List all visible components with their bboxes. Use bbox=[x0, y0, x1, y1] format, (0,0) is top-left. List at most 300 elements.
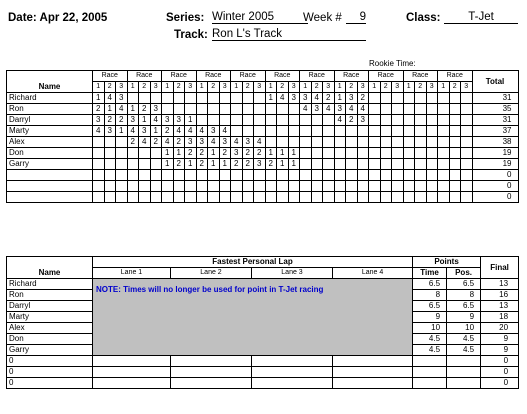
table-row bbox=[7, 104, 519, 115]
driver-name: Richard bbox=[7, 279, 93, 290]
heat-position-cell bbox=[438, 93, 450, 104]
heat-position-cell bbox=[403, 137, 415, 148]
table-row bbox=[7, 159, 519, 170]
heat-position-cell: 3 bbox=[357, 115, 369, 126]
heat-position-cell bbox=[415, 192, 427, 203]
heat-number-header: 1 bbox=[300, 82, 312, 93]
driver-name: Richard bbox=[7, 93, 93, 104]
driver-name: Garry bbox=[7, 159, 93, 170]
heat-position-cell bbox=[127, 170, 139, 181]
heat-position-cell: 2 bbox=[173, 159, 185, 170]
heat-position-cell bbox=[426, 137, 438, 148]
heat-position-cell bbox=[265, 170, 277, 181]
time-header: Time bbox=[413, 268, 447, 279]
heat-position-cell bbox=[265, 126, 277, 137]
heat-position-cell: 1 bbox=[288, 159, 300, 170]
heat-position-cell: 1 bbox=[173, 148, 185, 159]
heat-position-cell bbox=[93, 159, 105, 170]
points-header: Points bbox=[413, 257, 481, 268]
time-points-cell: 10 bbox=[413, 323, 447, 334]
heat-position-cell bbox=[311, 181, 323, 192]
heat-position-cell: 2 bbox=[219, 148, 231, 159]
heat-position-cell bbox=[334, 170, 346, 181]
heat-position-cell: 4 bbox=[277, 93, 289, 104]
lane-time-cell bbox=[171, 367, 252, 378]
points-table bbox=[6, 256, 519, 389]
heat-position-cell bbox=[150, 170, 162, 181]
heat-position-cell: 1 bbox=[208, 159, 220, 170]
heat-position-cell: 3 bbox=[311, 104, 323, 115]
heat-position-cell bbox=[323, 148, 335, 159]
heat-position-cell: 2 bbox=[242, 159, 254, 170]
driver-name: Garry bbox=[7, 345, 93, 356]
heat-position-cell bbox=[219, 181, 231, 192]
heat-position-cell bbox=[449, 137, 461, 148]
heat-position-cell bbox=[426, 159, 438, 170]
heat-position-cell bbox=[426, 170, 438, 181]
final-cell: 20 bbox=[481, 323, 519, 334]
heat-position-cell bbox=[323, 115, 335, 126]
heat-position-cell: 1 bbox=[277, 159, 289, 170]
heat-position-cell: 2 bbox=[162, 126, 174, 137]
heat-position-cell: 2 bbox=[242, 148, 254, 159]
heat-position-cell bbox=[380, 126, 392, 137]
heat-position-cell bbox=[162, 192, 174, 203]
heat-position-cell: 1 bbox=[185, 159, 197, 170]
table-row bbox=[7, 137, 519, 148]
heat-position-cell: 1 bbox=[116, 126, 128, 137]
heat-position-cell bbox=[254, 181, 266, 192]
lane-time-cell bbox=[333, 378, 413, 389]
table-row bbox=[7, 279, 519, 290]
heat-position-cell bbox=[392, 137, 404, 148]
heat-position-cell bbox=[150, 148, 162, 159]
heat-position-cell bbox=[380, 93, 392, 104]
driver-name: Marty bbox=[7, 126, 93, 137]
heat-position-cell bbox=[93, 181, 105, 192]
heat-position-cell bbox=[208, 104, 220, 115]
heat-position-cell bbox=[265, 115, 277, 126]
final-cell: 0 bbox=[481, 378, 519, 389]
race-group-header: Race bbox=[369, 71, 404, 82]
heat-position-cell: 1 bbox=[162, 159, 174, 170]
table-row bbox=[7, 126, 519, 137]
heat-position-cell bbox=[127, 93, 139, 104]
heat-number-header: 1 bbox=[93, 82, 105, 93]
heat-position-cell bbox=[392, 115, 404, 126]
heat-position-cell bbox=[288, 192, 300, 203]
heat-position-cell: 2 bbox=[323, 93, 335, 104]
table-row bbox=[7, 378, 519, 389]
heat-position-cell bbox=[104, 170, 116, 181]
date-label: Date: Apr 22, 2005 bbox=[8, 12, 108, 24]
heat-position-cell bbox=[426, 115, 438, 126]
heat-position-cell bbox=[288, 104, 300, 115]
heat-position-cell: 4 bbox=[300, 104, 312, 115]
heat-position-cell bbox=[426, 148, 438, 159]
heat-position-cell bbox=[231, 170, 243, 181]
final-cell: 0 bbox=[481, 356, 519, 367]
heat-position-cell bbox=[219, 115, 231, 126]
heat-position-cell bbox=[357, 148, 369, 159]
heat-position-cell bbox=[461, 170, 473, 181]
total-header: Total bbox=[472, 71, 518, 93]
heat-position-cell bbox=[415, 170, 427, 181]
heat-position-cell bbox=[346, 170, 358, 181]
heat-position-cell bbox=[196, 104, 208, 115]
heat-number-header: 1 bbox=[231, 82, 243, 93]
heat-position-cell bbox=[300, 159, 312, 170]
heat-position-cell bbox=[449, 115, 461, 126]
heat-position-cell bbox=[150, 159, 162, 170]
heat-position-cell bbox=[277, 192, 289, 203]
race-group-header: Race bbox=[403, 71, 438, 82]
heat-position-cell bbox=[254, 192, 266, 203]
heat-position-cell: 1 bbox=[139, 115, 151, 126]
heat-position-cell bbox=[242, 192, 254, 203]
heat-position-cell: 2 bbox=[139, 104, 151, 115]
pos-points-cell: 4.5 bbox=[447, 334, 481, 345]
heat-number-header: 2 bbox=[139, 82, 151, 93]
heat-position-cell bbox=[208, 93, 220, 104]
heat-position-cell bbox=[116, 159, 128, 170]
heat-position-cell bbox=[438, 192, 450, 203]
heat-position-cell bbox=[139, 148, 151, 159]
heat-position-cell bbox=[403, 170, 415, 181]
heat-position-cell bbox=[346, 192, 358, 203]
lane-header: Lane 2 bbox=[171, 268, 252, 279]
heat-position-cell bbox=[116, 170, 128, 181]
heat-position-cell bbox=[231, 181, 243, 192]
heat-position-cell: 3 bbox=[288, 93, 300, 104]
heat-position-cell bbox=[116, 181, 128, 192]
heat-position-cell: 3 bbox=[231, 148, 243, 159]
driver-name: 0 bbox=[7, 356, 93, 367]
heat-position-cell bbox=[461, 181, 473, 192]
heat-position-cell bbox=[392, 192, 404, 203]
heat-position-cell bbox=[380, 148, 392, 159]
heat-number-header: 3 bbox=[426, 82, 438, 93]
driver-name: 0 bbox=[7, 378, 93, 389]
heat-position-cell: 3 bbox=[173, 115, 185, 126]
heat-position-cell: 3 bbox=[334, 104, 346, 115]
heat-position-cell bbox=[369, 104, 381, 115]
heat-position-cell bbox=[219, 104, 231, 115]
final-cell: 13 bbox=[481, 301, 519, 312]
heat-position-cell: 4 bbox=[231, 137, 243, 148]
total-cell: 19 bbox=[472, 159, 518, 170]
heat-position-cell bbox=[438, 126, 450, 137]
heat-position-cell bbox=[173, 181, 185, 192]
pos-points-cell: 4.5 bbox=[447, 345, 481, 356]
driver-name: Alex bbox=[7, 137, 93, 148]
heat-position-cell bbox=[277, 115, 289, 126]
driver-name: Alex bbox=[7, 323, 93, 334]
heat-position-cell bbox=[185, 181, 197, 192]
series-value: Winter 2005 bbox=[212, 11, 308, 24]
heat-number-header: 1 bbox=[369, 82, 381, 93]
heat-position-cell: 4 bbox=[346, 104, 358, 115]
heat-position-cell bbox=[185, 170, 197, 181]
race-group-header: Race bbox=[231, 71, 266, 82]
race-group-header: Race bbox=[162, 71, 197, 82]
heat-position-cell: 3 bbox=[346, 93, 358, 104]
track-label: Track: bbox=[174, 29, 208, 41]
heat-number-header: 3 bbox=[254, 82, 266, 93]
heat-position-cell bbox=[93, 137, 105, 148]
time-points-cell: 6.5 bbox=[413, 301, 447, 312]
heat-position-cell bbox=[449, 93, 461, 104]
heat-position-cell: 1 bbox=[104, 104, 116, 115]
heat-position-cell bbox=[334, 192, 346, 203]
heat-position-cell: 3 bbox=[208, 126, 220, 137]
heat-number-header: 3 bbox=[150, 82, 162, 93]
heat-position-cell bbox=[116, 137, 128, 148]
heat-position-cell bbox=[265, 137, 277, 148]
heat-position-cell: 4 bbox=[196, 126, 208, 137]
total-cell: 38 bbox=[472, 137, 518, 148]
heat-position-cell bbox=[438, 104, 450, 115]
final-cell: 13 bbox=[481, 279, 519, 290]
heat-position-cell bbox=[357, 159, 369, 170]
heat-position-cell bbox=[415, 104, 427, 115]
heat-position-cell bbox=[369, 126, 381, 137]
heat-position-cell bbox=[357, 181, 369, 192]
time-points-cell: 9 bbox=[413, 312, 447, 323]
heat-position-cell bbox=[208, 192, 220, 203]
heat-position-cell bbox=[162, 181, 174, 192]
final-header: Final bbox=[481, 257, 519, 279]
heat-position-cell bbox=[369, 137, 381, 148]
driver-name: Don bbox=[7, 334, 93, 345]
heat-position-cell bbox=[461, 148, 473, 159]
heat-position-cell bbox=[116, 192, 128, 203]
driver-name: Ron bbox=[7, 104, 93, 115]
heat-position-cell: 1 bbox=[162, 148, 174, 159]
heat-position-cell bbox=[438, 137, 450, 148]
heat-position-cell: 1 bbox=[265, 93, 277, 104]
heat-position-cell: 1 bbox=[150, 126, 162, 137]
heat-number-header: 2 bbox=[311, 82, 323, 93]
heat-position-cell bbox=[104, 159, 116, 170]
heat-position-cell bbox=[150, 181, 162, 192]
driver-name: Darryl bbox=[7, 115, 93, 126]
total-cell: 35 bbox=[472, 104, 518, 115]
heat-position-cell bbox=[449, 148, 461, 159]
table-row bbox=[7, 115, 519, 126]
fastest-lap-header: Fastest Personal Lap bbox=[93, 257, 413, 268]
heat-position-cell bbox=[231, 115, 243, 126]
heat-position-cell bbox=[357, 192, 369, 203]
heat-position-cell bbox=[162, 104, 174, 115]
heat-position-cell bbox=[277, 181, 289, 192]
heat-position-cell bbox=[461, 115, 473, 126]
lane-time-cell bbox=[252, 356, 333, 367]
heat-position-cell bbox=[426, 181, 438, 192]
lane-time-cell bbox=[333, 367, 413, 378]
heat-position-cell bbox=[380, 104, 392, 115]
heat-position-cell bbox=[380, 192, 392, 203]
race-group-header: Race bbox=[127, 71, 162, 82]
driver-name: 0 bbox=[7, 367, 93, 378]
race-group-header: Race bbox=[334, 71, 369, 82]
heat-position-cell: 4 bbox=[323, 104, 335, 115]
heat-position-cell: 2 bbox=[116, 115, 128, 126]
heat-position-cell bbox=[254, 126, 266, 137]
rookie-time-label: Rookie Time: bbox=[369, 59, 416, 68]
heat-position-cell: 3 bbox=[116, 93, 128, 104]
heat-position-cell: 4 bbox=[127, 126, 139, 137]
heat-position-cell bbox=[127, 192, 139, 203]
heat-position-cell bbox=[231, 93, 243, 104]
heat-position-cell bbox=[300, 192, 312, 203]
heat-number-header: 2 bbox=[346, 82, 358, 93]
track-value: Ron L's Track bbox=[212, 28, 366, 41]
note-panel bbox=[93, 279, 413, 356]
heat-position-cell bbox=[334, 159, 346, 170]
heat-position-cell bbox=[265, 192, 277, 203]
final-cell: 9 bbox=[481, 334, 519, 345]
heat-position-cell: 2 bbox=[357, 93, 369, 104]
table-row bbox=[7, 93, 519, 104]
heat-number-header: 3 bbox=[185, 82, 197, 93]
heat-position-cell bbox=[254, 170, 266, 181]
name-header-blank bbox=[7, 71, 93, 82]
heat-position-cell: 4 bbox=[208, 137, 220, 148]
total-cell: 31 bbox=[472, 93, 518, 104]
heat-position-cell bbox=[369, 159, 381, 170]
heat-position-cell bbox=[277, 137, 289, 148]
pos-header: Pos. bbox=[447, 268, 481, 279]
heat-position-cell bbox=[403, 104, 415, 115]
name-header-blank bbox=[7, 257, 93, 268]
heat-position-cell bbox=[449, 181, 461, 192]
heat-position-cell bbox=[380, 181, 392, 192]
heat-position-cell: 1 bbox=[185, 115, 197, 126]
heat-position-cell bbox=[334, 148, 346, 159]
lane-time-cell bbox=[171, 378, 252, 389]
heat-position-cell bbox=[392, 170, 404, 181]
pos-points-cell: 8 bbox=[447, 290, 481, 301]
heat-position-cell: 4 bbox=[185, 126, 197, 137]
lane-header: Lane 1 bbox=[93, 268, 171, 279]
heat-position-cell bbox=[461, 93, 473, 104]
heat-number-header: 1 bbox=[162, 82, 174, 93]
heat-position-cell bbox=[231, 104, 243, 115]
heat-position-cell bbox=[357, 170, 369, 181]
heat-position-cell bbox=[127, 148, 139, 159]
heat-number-header: 2 bbox=[104, 82, 116, 93]
heat-position-cell bbox=[139, 93, 151, 104]
week-value: 9 bbox=[346, 11, 366, 24]
heat-position-cell bbox=[185, 192, 197, 203]
heat-position-cell bbox=[449, 126, 461, 137]
heat-position-cell bbox=[231, 126, 243, 137]
heat-position-cell bbox=[415, 126, 427, 137]
heat-position-cell bbox=[242, 93, 254, 104]
heat-position-cell: 4 bbox=[219, 126, 231, 137]
heat-position-cell bbox=[311, 192, 323, 203]
heat-position-cell bbox=[208, 115, 220, 126]
driver-name bbox=[7, 181, 93, 192]
heat-position-cell bbox=[311, 159, 323, 170]
heat-position-cell bbox=[311, 115, 323, 126]
note-text: NOTE: Times will no longer be used for point in T-Jet racing bbox=[96, 285, 324, 294]
table-row bbox=[7, 367, 519, 378]
heat-position-cell bbox=[254, 93, 266, 104]
heat-number-header: 2 bbox=[415, 82, 427, 93]
heat-position-cell bbox=[196, 115, 208, 126]
heat-position-cell bbox=[104, 181, 116, 192]
heat-position-cell bbox=[415, 159, 427, 170]
total-cell: 0 bbox=[472, 192, 518, 203]
lane-time-cell bbox=[93, 378, 171, 389]
heat-position-cell bbox=[403, 126, 415, 137]
heat-position-cell bbox=[300, 148, 312, 159]
pos-points-cell: 9 bbox=[447, 312, 481, 323]
heat-position-cell bbox=[185, 104, 197, 115]
heat-position-cell bbox=[403, 93, 415, 104]
class-label: Class: bbox=[406, 12, 441, 24]
heat-position-cell: 2 bbox=[127, 137, 139, 148]
heat-position-cell: 1 bbox=[334, 93, 346, 104]
final-cell: 9 bbox=[481, 345, 519, 356]
heat-position-cell bbox=[150, 192, 162, 203]
lane-time-cell bbox=[252, 367, 333, 378]
heat-position-cell bbox=[449, 104, 461, 115]
heat-position-cell: 1 bbox=[127, 104, 139, 115]
heat-position-cell: 3 bbox=[219, 137, 231, 148]
heat-number-header: 3 bbox=[461, 82, 473, 93]
heat-position-cell bbox=[392, 93, 404, 104]
heat-position-cell bbox=[116, 148, 128, 159]
race-results-table bbox=[6, 70, 519, 203]
heat-position-cell bbox=[93, 170, 105, 181]
final-cell: 0 bbox=[481, 367, 519, 378]
heat-position-cell bbox=[426, 192, 438, 203]
heat-position-cell bbox=[277, 170, 289, 181]
heat-position-cell: 3 bbox=[150, 104, 162, 115]
heat-position-cell bbox=[461, 159, 473, 170]
heat-position-cell bbox=[208, 181, 220, 192]
heat-position-cell bbox=[392, 181, 404, 192]
heat-position-cell: 3 bbox=[127, 115, 139, 126]
table-row bbox=[7, 181, 519, 192]
heat-position-cell bbox=[93, 192, 105, 203]
heat-position-cell bbox=[173, 192, 185, 203]
heat-position-cell bbox=[288, 115, 300, 126]
heat-position-cell bbox=[449, 159, 461, 170]
heat-position-cell bbox=[150, 93, 162, 104]
heat-position-cell bbox=[93, 148, 105, 159]
heat-number-header: 1 bbox=[127, 82, 139, 93]
time-points-cell bbox=[413, 378, 447, 389]
heat-number-header: 1 bbox=[196, 82, 208, 93]
heat-position-cell bbox=[438, 170, 450, 181]
heat-position-cell: 4 bbox=[93, 126, 105, 137]
heat-position-cell: 3 bbox=[185, 137, 197, 148]
heat-position-cell: 2 bbox=[196, 148, 208, 159]
heat-position-cell bbox=[162, 93, 174, 104]
heat-position-cell bbox=[426, 93, 438, 104]
heat-position-cell: 3 bbox=[196, 137, 208, 148]
heat-position-cell bbox=[403, 181, 415, 192]
heat-position-cell bbox=[426, 126, 438, 137]
heat-number-header: 1 bbox=[334, 82, 346, 93]
heat-position-cell bbox=[369, 181, 381, 192]
total-cell: 19 bbox=[472, 148, 518, 159]
heat-position-cell: 2 bbox=[254, 148, 266, 159]
